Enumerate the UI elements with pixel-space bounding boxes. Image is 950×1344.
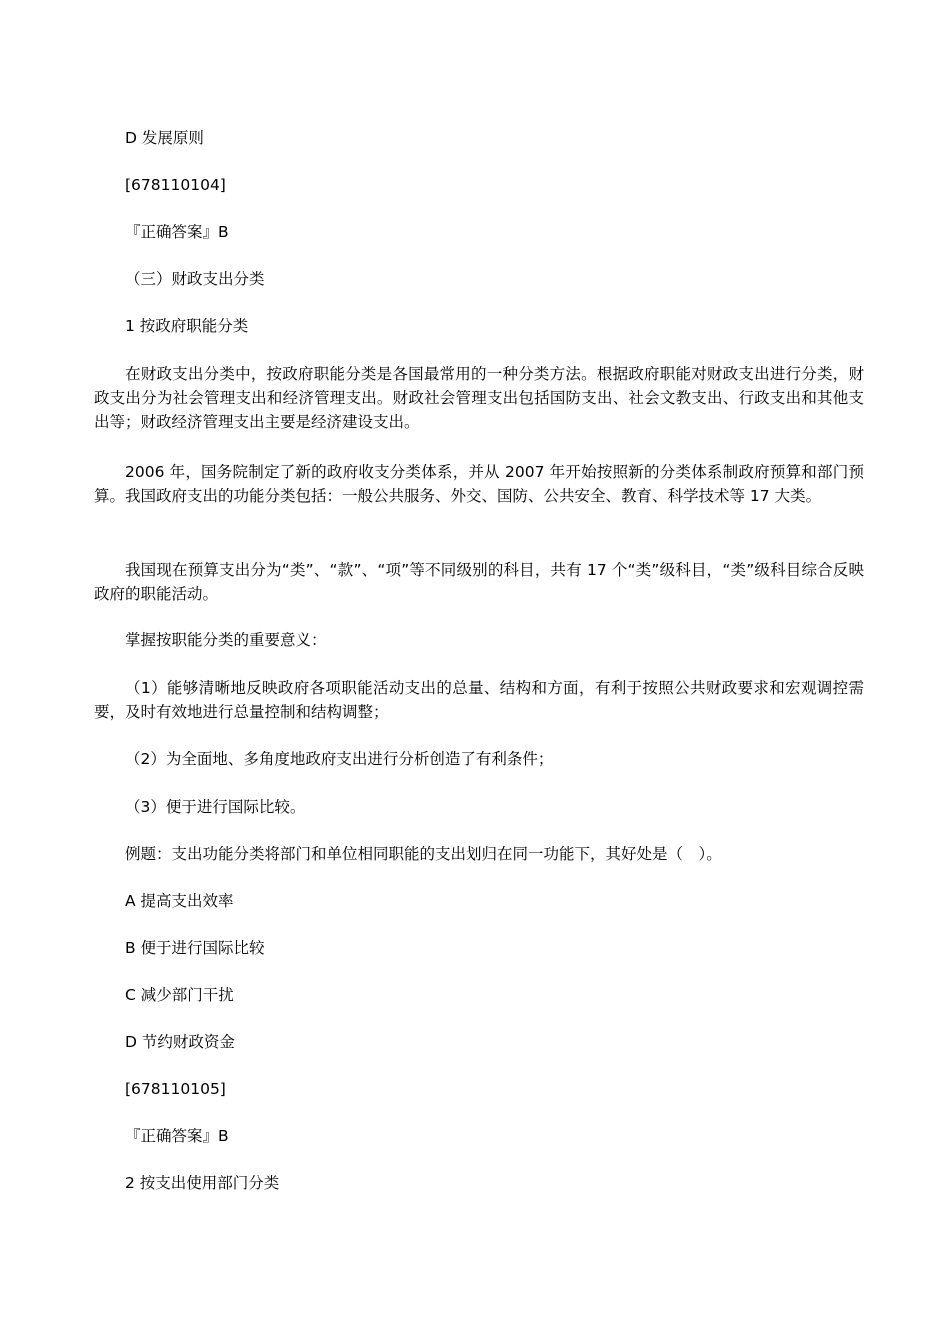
option-d-prev: D 发展原则: [125, 129, 204, 147]
question-code-2: [678110105]: [125, 1080, 226, 1098]
point-3: （3）便于进行国际比较。: [125, 798, 306, 816]
paragraph-1: 在财政支出分类中，按政府职能分类是各国最常用的一种分类方法。根据政府职能对财政支出进行分类，财政支出分为社会管理支出和经济管理支出。财政社会管理支出包括国防支出、社会文教支出、行政支出和其他支出等；财政经济管理支出主要是经济建设支出。: [94, 365, 864, 431]
option-d: D 节约财政资金: [125, 1033, 235, 1051]
question-code-1: [678110104]: [125, 176, 226, 194]
option-b: B 便于进行国际比较: [125, 939, 265, 957]
significance-title: 掌握按职能分类的重要意义：: [125, 631, 327, 649]
answer-2: 『正确答案』B: [125, 1127, 229, 1145]
option-a: A 提高支出效率: [125, 892, 234, 910]
answer-1: 『正确答案』B: [125, 223, 229, 241]
section-title: （三）财政支出分类: [125, 270, 265, 288]
paragraph-3: 我国现在预算支出分为“类”、“款”、“项”等不同级别的科目，共有 17 个“类”级科目，“类”级科目综合反映政府的职能活动。: [94, 561, 864, 603]
example-question: 例题：支出功能分类将部门和单位相同职能的支出划归在同一功能下，其好处是（ ）。: [125, 845, 722, 863]
point-1: （1）能够清晰地反映政府各项职能活动支出的总量、结构和方面，有利于按照公共财政要求和宏观调控需要，及时有效地进行总量控制和结构调整；: [94, 679, 864, 721]
option-c: C 减少部门干扰: [125, 986, 234, 1004]
point-2: （2）为全面地、多角度地政府支出进行分析创造了有利条件；: [125, 750, 554, 768]
paragraph-2: 2006 年，国务院制定了新的政府收支分类体系，并从 2007 年开始按照新的分类体系制政府预算和部门预算。我国政府支出的功能分类包括：一般公共服务、外交、国防、公共安全、教育、科学技术等 17 大类。: [94, 463, 864, 505]
subsection-title-1: 1 按政府职能分类: [125, 317, 249, 335]
subsection-title-2: 2 按支出使用部门分类: [125, 1174, 280, 1192]
